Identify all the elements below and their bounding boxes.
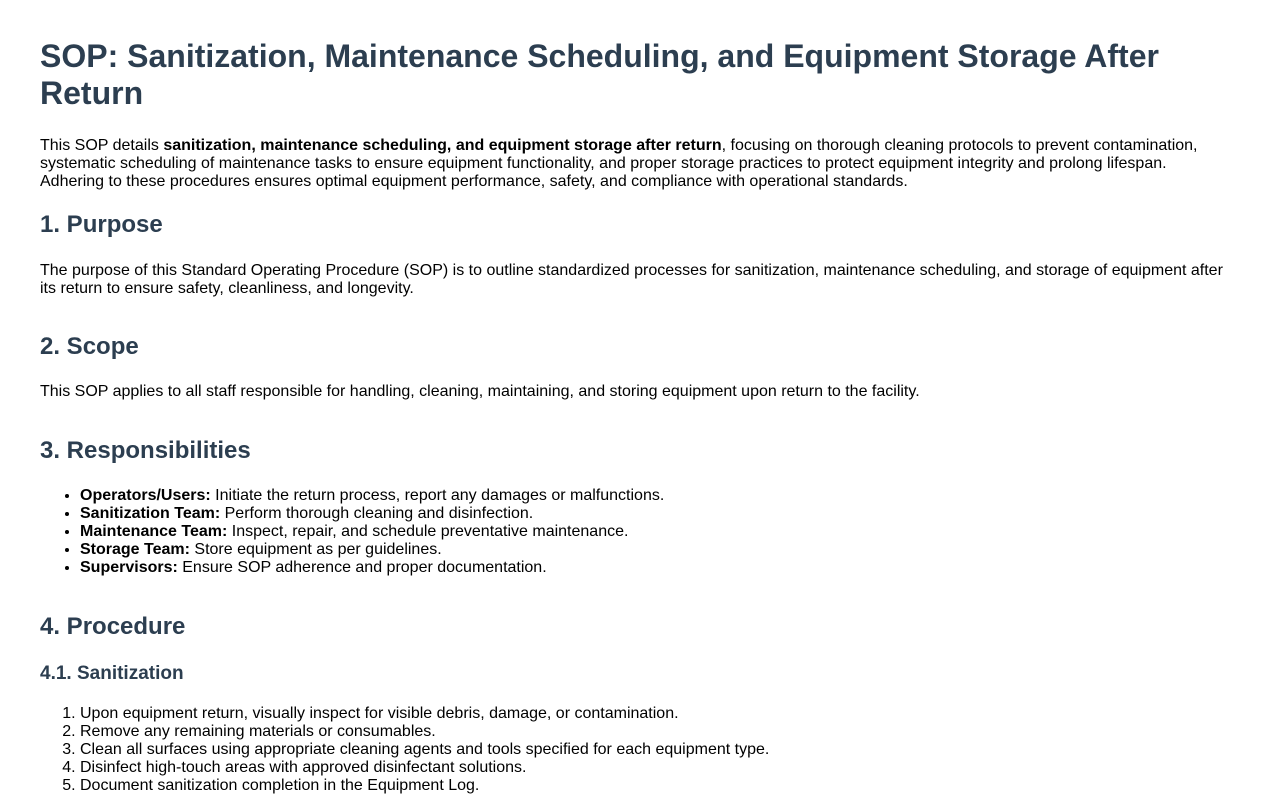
sanitization-steps <box>40 705 1223 795</box>
responsibilities-heading: 3. Responsibilities <box>40 437 251 464</box>
role-description: Initiate the return process, report any damages or malfunctions. <box>210 487 665 504</box>
role-label: Maintenance Team: <box>80 523 228 540</box>
list-item <box>80 487 1223 505</box>
role-description: Store equipment as per guidelines. <box>189 541 442 558</box>
list-item: 1. Upon equipment return, visually inspect for visible debris, damage, or contamination. <box>80 705 1223 723</box>
intro-prefix: This SOP details <box>40 137 164 154</box>
list-item <box>80 541 1223 559</box>
procedure-heading: 4. Procedure <box>40 613 186 640</box>
page-title: SOP: Sanitization, Maintenance Scheduling, and Equipment Storage After Return <box>40 38 1159 111</box>
list-item <box>80 523 1223 541</box>
role-description: Perform thorough cleaning and disinfection. <box>220 505 534 522</box>
intro-paragraph <box>40 137 1223 191</box>
purpose-text: The purpose of this Standard Operating Procedure (SOP) is to outline standardized processes for sanitization, maintenance scheduling, and storage of equipment after its return to ensure safety, cleanliness, and longevity. <box>40 262 1223 297</box>
role-description: Ensure SOP adherence and proper documentation. <box>177 559 547 576</box>
role-label: Operators/Users: <box>80 487 211 504</box>
list-item <box>80 559 1223 577</box>
role-label: Sanitization Team: <box>80 505 221 522</box>
list-item <box>80 505 1223 523</box>
scope-text: This SOP applies to all staff responsible for handling, cleaning, maintaining, and storing equipment upon return to the facility. <box>40 383 920 400</box>
intro-bold-phrase: sanitization, maintenance scheduling, and equipment storage after return <box>163 137 722 154</box>
intro-suffix: , focusing on thorough cleaning protocols to prevent contamination, systematic scheduling of maintenance tasks to ensure equipment functionality, and proper storage practices to protect equipment integrity and prolong lifespan. Adhering to these procedures ensures optimal equipment performance, safety, and compliance with operational standards. <box>40 137 1198 190</box>
list-item: 4. Disinfect high-touch areas with approved disinfectant solutions. <box>80 759 1223 777</box>
scope-heading: 2. Scope <box>40 333 139 360</box>
list-item: 5. Document sanitization completion in the Equipment Log. <box>80 777 1223 795</box>
role-label: Supervisors: <box>80 559 178 576</box>
role-description: Inspect, repair, and schedule preventative maintenance. <box>227 523 629 540</box>
purpose-heading: 1. Purpose <box>40 211 163 238</box>
sanitization-heading: 4.1. Sanitization <box>40 663 184 684</box>
list-item: 3. Clean all surfaces using appropriate cleaning agents and tools specified for each equipment type. <box>80 741 1223 759</box>
responsibilities-list <box>40 487 1223 577</box>
role-label: Storage Team: <box>80 541 190 558</box>
list-item: 2. Remove any remaining materials or consumables. <box>80 723 1223 741</box>
